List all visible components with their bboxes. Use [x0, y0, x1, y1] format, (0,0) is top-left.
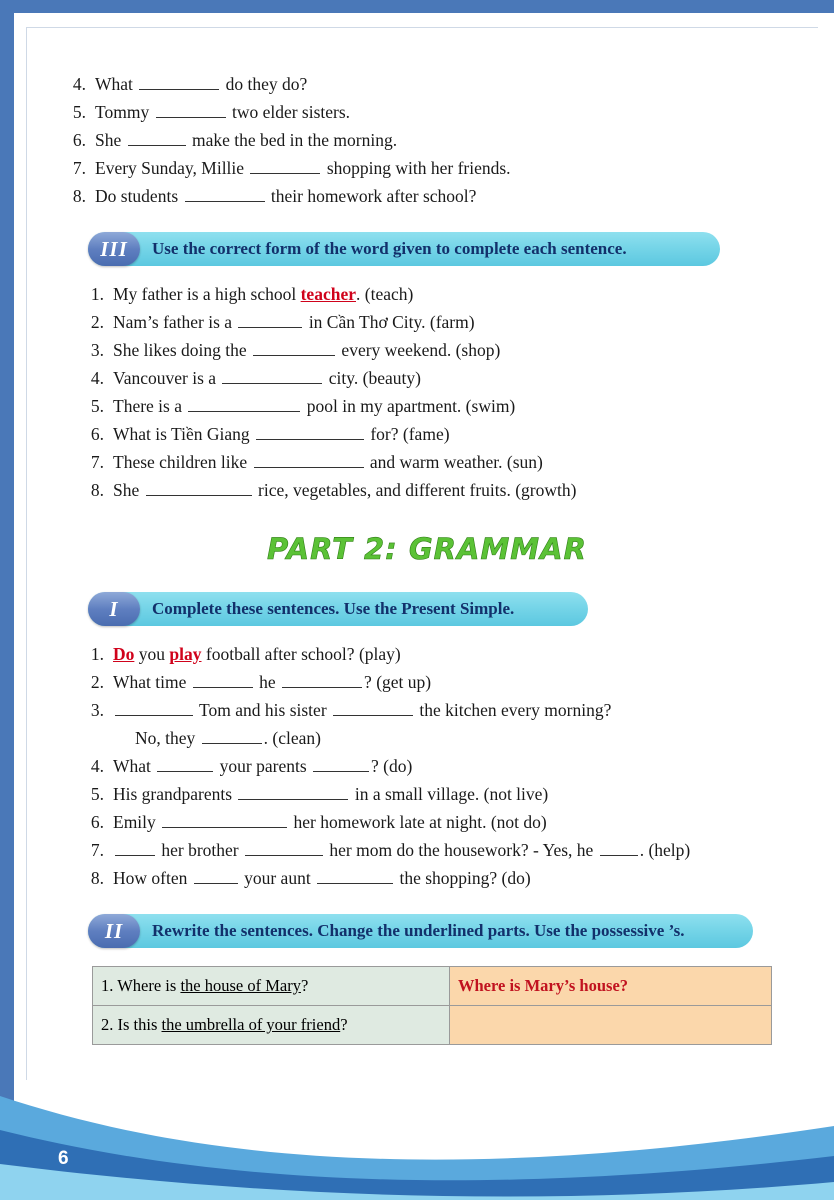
sentence-suffix: ? — [340, 1015, 348, 1034]
item-text-part: Tom and his sister — [195, 700, 332, 720]
answer-blank[interactable] — [245, 841, 323, 856]
item-prefix: What — [95, 74, 133, 94]
item-number: 8. — [90, 480, 104, 500]
answer-blank[interactable] — [313, 757, 369, 772]
item-text-part: ? (do) — [371, 756, 413, 776]
item-number: 4. — [90, 756, 104, 776]
item-prefix: There is a — [113, 396, 182, 416]
answer-blank[interactable] — [188, 397, 300, 412]
list-item — [78, 696, 794, 724]
item-text — [113, 752, 794, 780]
item-suffix: two elder sisters. — [231, 102, 351, 122]
item-text-part: he — [254, 672, 281, 692]
item-text — [95, 126, 794, 154]
list-item — [78, 668, 794, 696]
item-prefix: She — [95, 130, 122, 150]
item-text-part: No, they — [135, 728, 200, 748]
filled-answer[interactable]: Do — [113, 644, 135, 664]
list-item — [78, 448, 794, 476]
table-cell-answer[interactable] — [450, 1006, 772, 1045]
item-text-part: . (help) — [639, 840, 691, 860]
exercise-top-list — [60, 70, 794, 210]
item-number: 6. — [90, 424, 104, 444]
item-suffix: for? (fame) — [370, 424, 450, 444]
part-title: PART 2: GRAMMAR — [267, 532, 587, 566]
item-suffix: every weekend. (shop) — [341, 340, 501, 360]
table-row — [93, 967, 772, 1006]
list-item — [78, 864, 794, 892]
section-title: Complete these sentences. Use the Present Simple. — [152, 599, 515, 618]
item-text-part: His grandparents — [113, 784, 237, 804]
item-suffix: their homework after school? — [270, 186, 477, 206]
item-text-part: in a small village. (not live) — [350, 784, 549, 804]
item-prefix: She — [113, 480, 140, 500]
item-prefix: Vancouver is a — [113, 368, 217, 388]
item-suffix: in Cần Thơ City. (farm) — [308, 312, 475, 332]
list-item — [78, 476, 794, 504]
item-prefix: Every Sunday, Millie — [95, 158, 245, 178]
answer-blank[interactable] — [157, 757, 213, 772]
list-item — [60, 126, 794, 154]
item-number: 7. — [90, 840, 104, 860]
filled-answer[interactable]: play — [169, 644, 202, 664]
item-text — [113, 864, 794, 892]
sentence-prefix: Where is — [117, 976, 181, 995]
item-text — [113, 448, 794, 476]
item-text — [113, 808, 794, 836]
item-text-part: football after school? (play) — [201, 644, 401, 664]
answer-blank[interactable] — [254, 453, 364, 468]
exercise-iii-list — [78, 280, 794, 504]
sentence-prefix: Is this — [117, 1015, 162, 1034]
item-number: 4. — [72, 74, 86, 94]
item-text-part: the kitchen every morning? — [415, 700, 612, 720]
item-suffix: do they do? — [225, 74, 308, 94]
list-item — [60, 70, 794, 98]
section-header-iii — [88, 232, 794, 266]
filled-answer: Where is Mary’s house? — [458, 976, 629, 995]
item-suffix: rice, vegetables, and different fruits. (growth) — [258, 480, 577, 500]
answer-blank[interactable] — [317, 869, 393, 884]
answer-blank[interactable] — [185, 187, 265, 202]
section-roman-numeral: II — [88, 914, 140, 948]
item-text — [113, 696, 794, 724]
item-text-part: your parents — [215, 756, 312, 776]
answer-blank[interactable] — [115, 701, 193, 716]
item-prefix: What is Tiền Giang — [113, 424, 250, 444]
item-text — [113, 280, 794, 308]
item-number: 5. — [90, 396, 104, 416]
item-number: 2. — [90, 672, 104, 692]
item-number: 8. — [72, 186, 86, 206]
item-number: 7. — [90, 452, 104, 472]
item-text-part: What — [113, 756, 156, 776]
list-item — [78, 752, 794, 780]
list-item — [78, 336, 794, 364]
row-number: 2. — [101, 1015, 118, 1034]
answer-blank[interactable] — [156, 103, 226, 118]
item-text-part: her brother — [157, 840, 244, 860]
item-number: 1. — [90, 284, 104, 304]
rewrite-table — [92, 966, 772, 1045]
item-text — [113, 724, 794, 752]
item-prefix: Nam’s father is a — [113, 312, 233, 332]
item-number: 4. — [90, 368, 104, 388]
item-text — [95, 154, 794, 182]
answer-blank[interactable] — [250, 159, 320, 174]
section-roman-numeral: III — [88, 232, 140, 266]
answer-blank[interactable] — [146, 481, 252, 496]
section-header-i — [88, 592, 794, 626]
answer-blank[interactable] — [194, 869, 238, 884]
item-text — [95, 98, 794, 126]
underlined-part: the house of Mary — [180, 976, 301, 995]
item-text — [113, 336, 794, 364]
item-text-part: you — [134, 644, 170, 664]
page-number: 6 — [58, 1148, 69, 1169]
section-title: Use the correct form of the word given to complete each sentence. — [152, 239, 627, 258]
item-suffix: city. (beauty) — [328, 368, 421, 388]
section-header-ii — [88, 914, 794, 948]
section-title: Rewrite the sentences. Change the underlined parts. Use the possessive ’s. — [152, 921, 685, 940]
list-item — [78, 808, 794, 836]
section-roman-numeral: I — [88, 592, 140, 626]
item-text — [113, 836, 794, 864]
item-text — [113, 420, 794, 448]
item-number: 5. — [90, 784, 104, 804]
list-item — [78, 780, 794, 808]
item-text — [113, 668, 794, 696]
item-prefix: Do students — [95, 186, 179, 206]
table-row — [93, 1006, 772, 1045]
answer-blank[interactable] — [253, 341, 335, 356]
item-number: 7. — [72, 158, 86, 178]
list-item — [78, 392, 794, 420]
item-text — [113, 640, 794, 668]
list-item — [60, 182, 794, 210]
item-text-part: What time — [113, 672, 191, 692]
answer-blank[interactable] — [128, 131, 186, 146]
item-text-part: your aunt — [239, 868, 316, 888]
filled-answer[interactable]: teacher — [300, 284, 356, 304]
item-number: 3. — [90, 340, 104, 360]
item-text — [95, 70, 794, 98]
answer-blank[interactable] — [600, 841, 638, 856]
underlined-part: the umbrella of your friend — [161, 1015, 341, 1034]
item-text-part: How often — [113, 868, 192, 888]
item-prefix: She likes doing the — [113, 340, 247, 360]
item-text-part: the shopping? (do) — [395, 868, 531, 888]
item-number: 3. — [90, 700, 104, 720]
answer-blank[interactable] — [238, 785, 348, 800]
item-text-part: . (clean) — [263, 728, 321, 748]
item-text-part: her mom do the housework? - Yes, he — [325, 840, 598, 860]
item-suffix: . (teach) — [356, 284, 414, 304]
item-text — [95, 182, 794, 210]
list-item — [60, 154, 794, 182]
item-text — [113, 364, 794, 392]
table-cell-original — [93, 1006, 450, 1045]
answer-blank[interactable] — [162, 813, 287, 828]
list-item — [78, 308, 794, 336]
table-cell-original — [93, 967, 450, 1006]
item-suffix: and warm weather. (sun) — [369, 452, 543, 472]
answer-blank[interactable] — [256, 425, 364, 440]
item-number: 6. — [72, 130, 86, 150]
item-text — [113, 780, 794, 808]
item-prefix: These children like — [113, 452, 248, 472]
item-text — [113, 308, 794, 336]
list-item — [78, 420, 794, 448]
table-cell-answer[interactable] — [450, 967, 772, 1006]
item-text-part: Emily — [113, 812, 161, 832]
answer-blank[interactable] — [222, 369, 322, 384]
answer-blank[interactable] — [238, 313, 302, 328]
item-suffix: pool in my apartment. (swim) — [306, 396, 516, 416]
list-item — [60, 98, 794, 126]
item-suffix: make the bed in the morning. — [192, 130, 398, 150]
item-number: 1. — [90, 644, 104, 664]
sentence-suffix: ? — [300, 976, 309, 995]
item-number: 6. — [90, 812, 104, 832]
exercise-i-list — [78, 640, 794, 892]
item-prefix: My father is a high school — [113, 284, 297, 304]
item-text — [113, 392, 794, 420]
answer-blank[interactable] — [282, 673, 362, 688]
item-number: 5. — [72, 102, 86, 122]
list-item — [78, 280, 794, 308]
row-number: 1. — [101, 976, 118, 995]
item-number: 2. — [90, 312, 104, 332]
list-item — [78, 836, 794, 864]
answer-blank[interactable] — [139, 75, 219, 90]
item-text-part: her homework late at night. (not do) — [289, 812, 547, 832]
list-item — [78, 364, 794, 392]
answer-blank[interactable] — [115, 841, 155, 856]
answer-blank[interactable] — [193, 673, 253, 688]
answer-blank[interactable] — [333, 701, 413, 716]
item-prefix: Tommy — [95, 102, 150, 122]
item-number: 8. — [90, 868, 104, 888]
answer-blank[interactable] — [202, 729, 262, 744]
item-text — [113, 476, 794, 504]
item-text-part: ? (get up) — [364, 672, 432, 692]
list-item — [78, 724, 794, 752]
list-item — [78, 640, 794, 668]
item-suffix: shopping with her friends. — [326, 158, 511, 178]
